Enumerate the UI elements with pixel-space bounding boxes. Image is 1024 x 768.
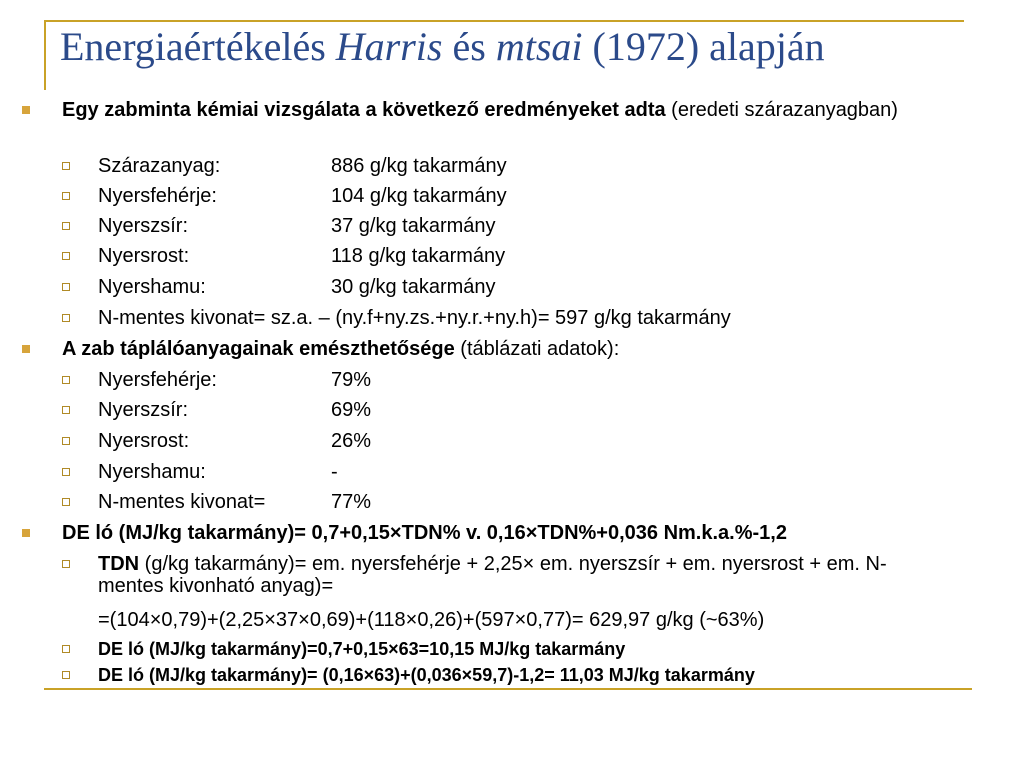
- list-item: [98, 185, 978, 207]
- list-item: [98, 430, 978, 452]
- list-item-tdn: [98, 553, 918, 597]
- list-item: [98, 491, 978, 513]
- item-label: Nyersfehérje:: [98, 369, 217, 391]
- item-value: 118 g/kg takarmány: [331, 245, 506, 267]
- section3-heading: [62, 522, 992, 544]
- item-value: 37 g/kg takarmány: [331, 215, 496, 237]
- bullet-square: [22, 106, 30, 114]
- item-value: 69%: [331, 399, 372, 421]
- item-value: 886 g/kg takarmány: [331, 155, 507, 177]
- bullet-hollow-square: [62, 645, 70, 653]
- bullet-hollow-square: [62, 314, 70, 322]
- section2-heading: [62, 338, 992, 360]
- bullet-hollow-square: [62, 671, 70, 679]
- frame-bottom-line: [44, 688, 972, 690]
- tdn-calculation: [98, 609, 978, 631]
- bullet-square: [22, 345, 30, 353]
- title-text-3: (1972) alapján: [582, 24, 825, 69]
- title-text-1: Energiaértékelés: [60, 24, 336, 69]
- list-item: [98, 245, 978, 267]
- bullet-hollow-square: [62, 192, 70, 200]
- bullet-hollow-square: [62, 560, 70, 568]
- nfe-formula: N-mentes kivonat= sz.a. – (ny.f+ny.zs.+ny.r.+ny.h)= 597 g/kg takarmány: [98, 307, 731, 329]
- list-item: [98, 399, 978, 421]
- frame-top-line: [44, 20, 964, 22]
- tdn-calc-text: =(104×0,79)+(2,25×37×0,69)+(118×0,26)+(597×0,77)= 629,97 g/kg (~63%): [98, 609, 765, 631]
- item-label: Nyersrost:: [98, 430, 190, 452]
- title-coauthors: mtsai: [495, 24, 583, 69]
- frame-left-line: [44, 20, 46, 90]
- item-label: Nyerszsír:: [98, 399, 188, 421]
- list-item: [98, 276, 978, 298]
- section1-bold: Egy zabminta kémiai vizsgálata a következő eredményeket adta: [62, 99, 666, 121]
- item-label: Szárazanyag:: [98, 155, 221, 177]
- section1-heading: [62, 99, 992, 121]
- item-label: Nyershamu:: [98, 276, 206, 298]
- bullet-square: [22, 529, 30, 537]
- item-label: Nyersfehérje:: [98, 185, 217, 207]
- section2-bold: A zab táplálóanyagainak emészthetősége: [62, 338, 455, 360]
- item-label: Nyershamu:: [98, 461, 206, 483]
- slide-title: [60, 24, 825, 70]
- list-item-calc2: [98, 664, 978, 686]
- bullet-hollow-square: [62, 252, 70, 260]
- tdn-definition: (g/kg takarmány)= em. nyersfehérje + 2,25× em. nyerszsír + em. nyersrost + em. N-mentes kivonható anyag)=: [98, 553, 887, 597]
- item-value: 30 g/kg takarmány: [331, 276, 496, 298]
- de-formula: DE ló (MJ/kg takarmány)= 0,7+0,15×TDN% v. 0,16×TDN%+0,036 Nm.k.a.%-1,2: [62, 522, 787, 544]
- bullet-hollow-square: [62, 283, 70, 291]
- item-label: Nyerszsír:: [98, 215, 188, 237]
- title-author: Harris: [335, 24, 443, 69]
- item-value: 104 g/kg takarmány: [331, 185, 507, 207]
- list-item-calc1: [98, 638, 978, 660]
- bullet-hollow-square: [62, 162, 70, 170]
- bullet-hollow-square: [62, 437, 70, 445]
- de-calc-2: DE ló (MJ/kg takarmány)= (0,16×63)+(0,036×59,7)-1,2= 11,03 MJ/kg takarmány: [98, 665, 755, 685]
- list-item: [98, 155, 978, 177]
- section1-normal: (eredeti szárazanyagban): [665, 99, 898, 121]
- item-value: 77%: [331, 491, 372, 513]
- de-calc-1: DE ló (MJ/kg takarmány)=0,7+0,15×63=10,15 MJ/kg takarmány: [98, 639, 626, 659]
- item-value: -: [331, 461, 338, 483]
- bullet-hollow-square: [62, 406, 70, 414]
- item-value: 26%: [331, 430, 372, 452]
- list-item-nfe: [98, 307, 978, 329]
- bullet-hollow-square: [62, 498, 70, 506]
- item-label: Nyersrost:: [98, 245, 190, 267]
- item-label: N-mentes kivonat=: [98, 491, 266, 513]
- list-item: [98, 215, 978, 237]
- section2-normal: (táblázati adatok):: [454, 338, 620, 360]
- list-item: [98, 369, 978, 391]
- bullet-hollow-square: [62, 468, 70, 476]
- bullet-hollow-square: [62, 222, 70, 230]
- tdn-label: TDN: [98, 553, 140, 575]
- title-text-2: és: [442, 24, 496, 69]
- list-item: [98, 461, 978, 483]
- bullet-hollow-square: [62, 376, 70, 384]
- item-value: 79%: [331, 369, 372, 391]
